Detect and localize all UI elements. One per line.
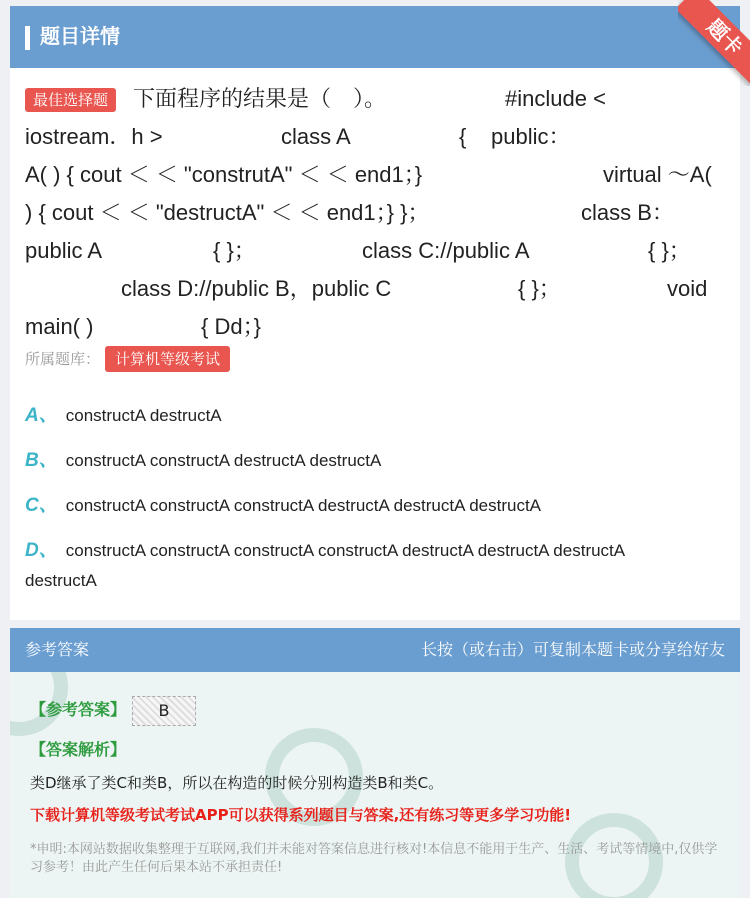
card-header	[10, 6, 740, 68]
option-letter: B、	[25, 450, 58, 471]
code-fragment: public A	[25, 238, 103, 263]
header-accent-bar	[25, 26, 30, 50]
code-fragment: { Dd；}	[201, 314, 261, 339]
code-fragment: A( ) { cout ＜ ＜ "construtA" ＜ ＜ end1；}	[25, 162, 423, 187]
code-fragment: main( )	[25, 314, 94, 339]
question-line-3	[25, 156, 725, 194]
option-letter: C、	[25, 495, 58, 516]
option-letter: A、	[25, 405, 58, 426]
app-promo-link[interactable]: 下载计算机等级考试考试APP可以获得系列题目与答案,还有练习等更多学习功能!	[30, 806, 572, 824]
option-text-continued: destructA	[25, 571, 97, 590]
question-card	[10, 6, 740, 620]
code-fragment: class C://public A	[362, 238, 530, 263]
question-card-ribbon	[678, 0, 750, 86]
option-letter: D、	[25, 540, 58, 561]
analysis-text: 类D继承了类C和类B，所以在构造的时候分别构造类B和类C。	[30, 774, 444, 792]
option-text: constructA constructA destructA destructA	[65, 451, 382, 470]
question-line-4	[25, 194, 725, 232]
code-fragment: class A	[281, 124, 351, 149]
code-fragment: { }；	[213, 238, 256, 263]
code-fragment: virtual ～A(	[603, 162, 712, 187]
answer-panel	[10, 628, 740, 898]
question-line-5	[25, 232, 725, 270]
page-title: 题目详情	[40, 24, 120, 48]
question-line-7	[25, 308, 725, 346]
disclaimer: *申明:本网站数据收集整理于互联网,我们并未能对答案信息进行核对!本信息不能用于生产、生活、考试等情境中,仅供学习参考！由此产生任何后果本站不承担责任!	[30, 842, 718, 875]
category-badge[interactable]: 计算机等级考试	[105, 346, 230, 372]
answer-label: 【参考答案】	[30, 700, 127, 719]
code-fragment: void	[667, 276, 708, 301]
option-b[interactable]	[25, 446, 725, 476]
code-fragment: #include <	[505, 86, 606, 111]
analysis-label: 【答案解析】	[30, 740, 127, 759]
share-hint: 长按（或右击）可复制本题卡或分享给好友	[420, 640, 725, 659]
question-source	[25, 346, 221, 372]
option-text: constructA constructA constructA destructA destructA destructA	[65, 496, 542, 515]
code-fragment: public：	[491, 124, 571, 149]
code-fragment: iostream．h >	[25, 124, 163, 149]
code-fragment: ) { cout ＜ ＜ "destructA" ＜ ＜ end1；} }；	[25, 200, 430, 225]
code-fragment: class B：	[581, 200, 674, 225]
option-d[interactable]	[25, 536, 725, 596]
option-a[interactable]	[25, 401, 725, 431]
code-fragment: class D://public B，public C	[121, 276, 392, 301]
source-label: 所属题库：	[25, 350, 101, 368]
answer-header	[10, 628, 740, 672]
code-fragment: { }；	[518, 276, 561, 301]
question-line-6	[25, 270, 725, 308]
answer-panel-title: 参考答案	[25, 640, 90, 659]
code-fragment: {	[459, 124, 467, 149]
code-fragment: { }；	[648, 238, 691, 263]
question-text: 下面程序的结果是（ ）。	[133, 86, 387, 111]
question-type-badge: 最佳选择题	[25, 88, 116, 112]
option-text: constructA destructA	[65, 406, 222, 425]
question-body	[25, 80, 725, 342]
answer-value: B	[132, 696, 196, 726]
question-line-1	[25, 80, 725, 118]
option-text: constructA constructA constructA constructA destructA destructA destructA	[65, 541, 626, 560]
option-c[interactable]	[25, 491, 725, 521]
question-line-2	[25, 118, 725, 156]
ribbon-label: 题卡	[678, 0, 750, 86]
